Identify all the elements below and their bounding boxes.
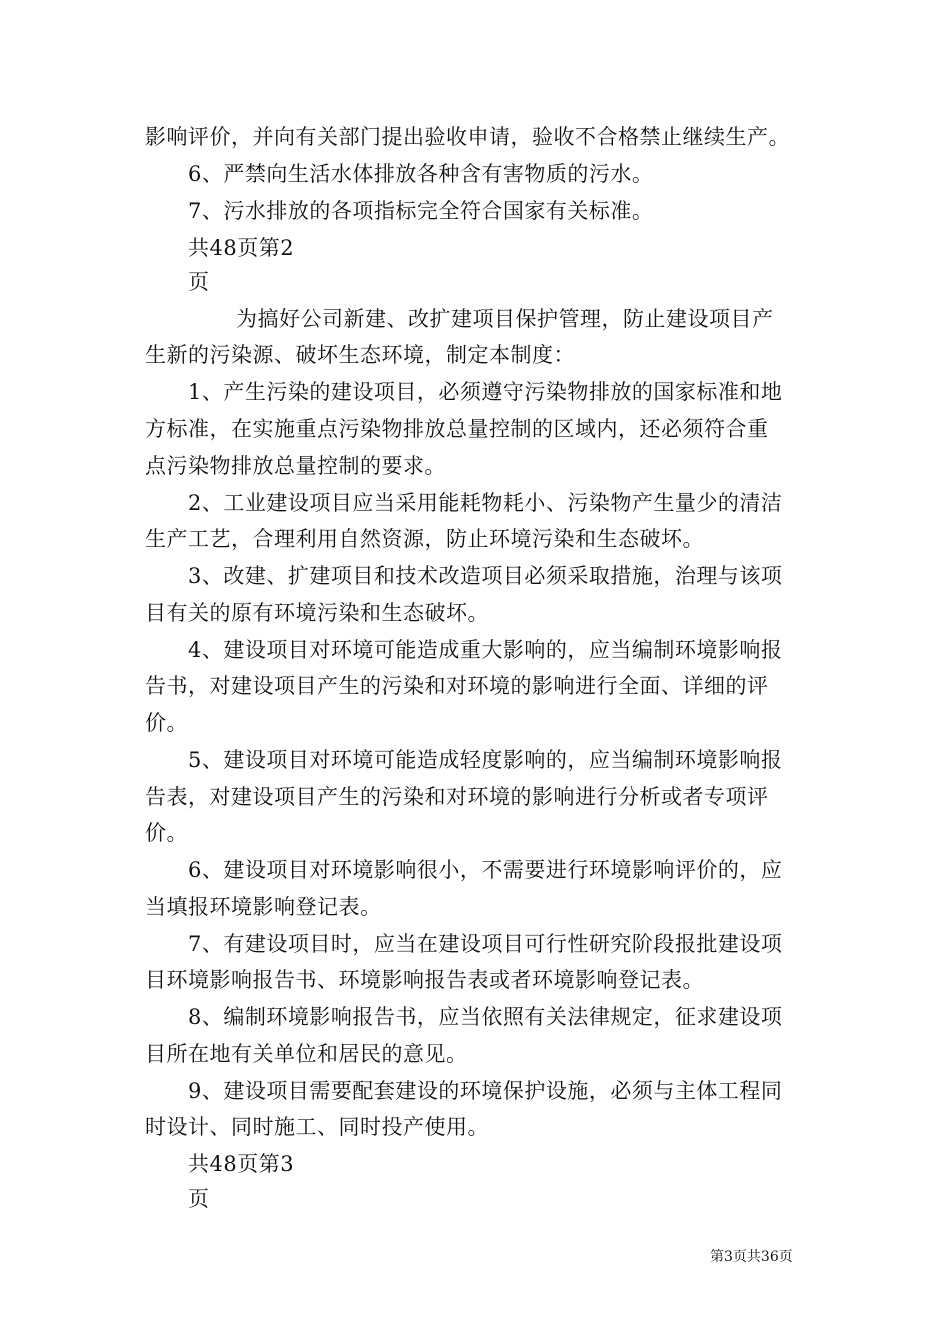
text-line: 7、污水排放的各项指标完全符合国家有关标准。 [188, 199, 654, 223]
text-line: 6、建设项目对环境影响很小，不需要进行环境影响评价的，应 [188, 858, 783, 882]
text-line: 8、编制环境影响报告书，应当依照有关法律规定，征求建设项 [188, 1005, 783, 1029]
text-line: 点污染物排放总量控制的要求。 [145, 454, 446, 478]
text-line: 生新的污染源、破坏生态环境，制定本制度： [145, 343, 575, 367]
text-line: 目所在地有关单位和居民的意见。 [145, 1042, 468, 1066]
text-line: 共48页第3 [188, 1152, 295, 1176]
text-line: 为搞好公司新建、改扩建项目保护管理，防止建设项目产 [236, 307, 774, 331]
page-number-footer: 第3页共36页 [710, 1249, 793, 1265]
text-line: 当填报环境影响登记表。 [145, 895, 382, 919]
text-line: 目环境影响报告书、环境影响报告表或者环境影响登记表。 [145, 968, 704, 992]
text-line: 3、改建、扩建项目和技术改造项目必须采取措施，治理与该项 [188, 564, 783, 588]
text-line: 目有关的原有环境污染和生态破坏。 [145, 601, 489, 625]
text-line: 告表，对建设项目产生的污染和对环境的影响进行分析或者专项评 [145, 785, 769, 809]
text-line: 5、建设项目对环境可能造成轻度影响的，应当编制环境影响报 [188, 748, 783, 772]
text-line: 9、建设项目需要配套建设的环境保护设施，必须与主体工程同 [188, 1079, 783, 1103]
text-line: 价。 [145, 821, 188, 845]
text-line: 4、建设项目对环境可能造成重大影响的，应当编制环境影响报 [188, 638, 783, 662]
text-line: 影响评价，并向有关部门提出验收申请，验收不合格禁止继续生产。 [145, 125, 790, 149]
text-line: 2、工业建设项目应当采用能耗物耗小、污染物产生量少的清洁 [188, 491, 783, 515]
text-line: 生产工艺，合理利用自然资源，防止环境污染和生态破坏。 [145, 527, 704, 551]
text-line: 方标准，在实施重点污染物排放总量控制的区域内，还必须符合重 [145, 417, 769, 441]
text-line: 7、有建设项目时，应当在建设项目可行性研究阶段报批建设项 [188, 932, 783, 956]
text-line: 共48页第2 [188, 236, 295, 260]
text-line: 页 [188, 1187, 210, 1211]
text-line: 6、严禁向生活水体排放各种含有害物质的污水。 [188, 162, 654, 186]
text-line: 告书，对建设项目产生的污染和对环境的影响进行全面、详细的评 [145, 674, 769, 698]
text-line: 时设计、同时施工、同时投产使用。 [145, 1115, 489, 1139]
text-line: 价。 [145, 711, 188, 735]
text-line: 1、产生污染的建设项目，必须遵守污染物排放的国家标准和地 [188, 380, 783, 404]
text-line: 页 [188, 270, 210, 294]
